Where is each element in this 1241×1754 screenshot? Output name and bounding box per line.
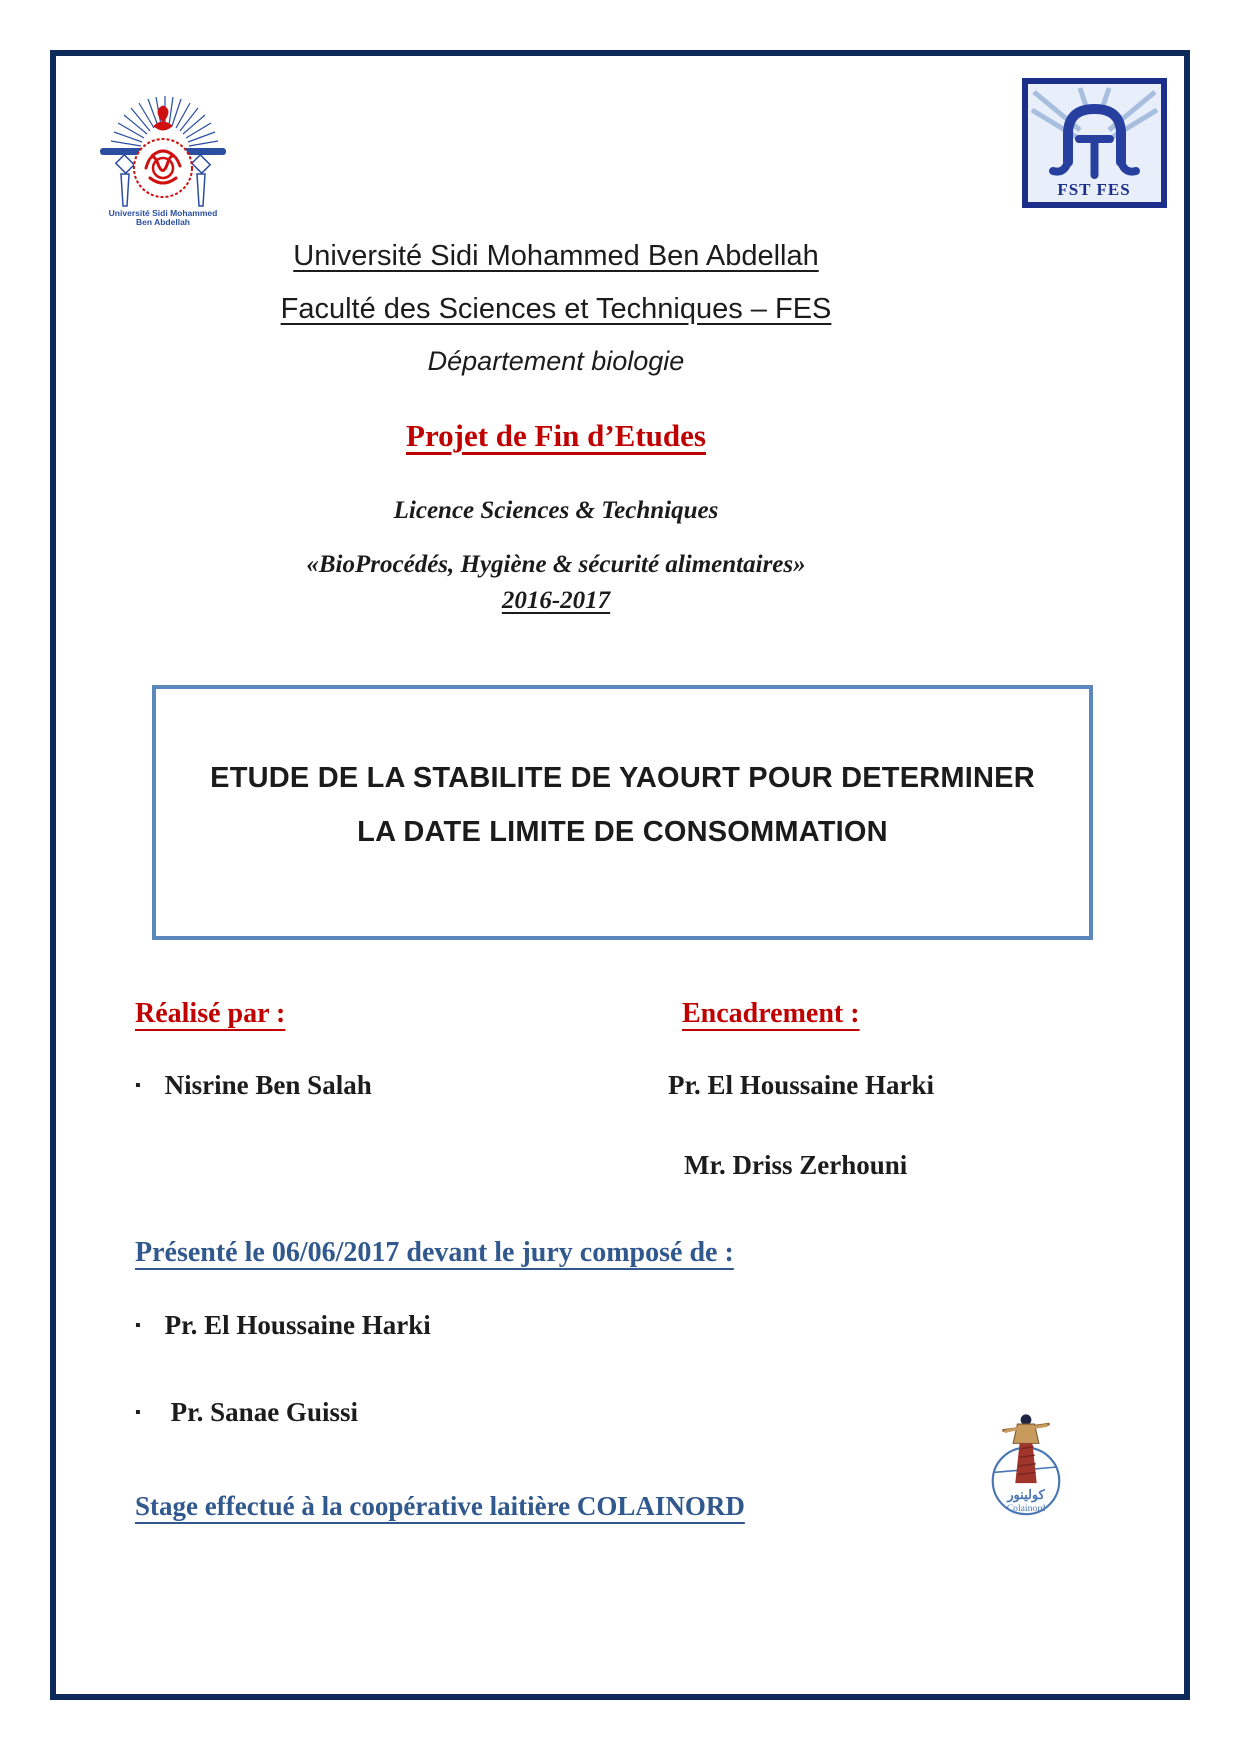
jury-member-2: Pr. Sanae Guissi xyxy=(170,1397,358,1427)
supervisor-name-2: Mr. Driss Zerhouni xyxy=(684,1150,908,1180)
fst-fes-label: FST FES xyxy=(1057,180,1131,199)
fst-fes-logo xyxy=(1022,78,1167,208)
jury-member-1: Pr. El Houssaine Harki xyxy=(164,1310,431,1340)
usmba-caption-line1: Université Sidi Mohammed xyxy=(108,208,218,218)
header-university: Université Sidi Mohammed Ben Abdellah xyxy=(293,240,819,272)
usmba-caption-line2: Ben Abdellah xyxy=(136,217,190,227)
jury-member-row xyxy=(135,1310,431,1341)
header-department: Département biologie xyxy=(427,346,685,376)
thesis-title-box xyxy=(152,685,1093,940)
encadrement-heading: Encadrement : xyxy=(682,998,860,1029)
usmba-medallion xyxy=(134,106,192,197)
bullet-icon: ▪ xyxy=(135,1077,141,1094)
project-speciality: «BioProcédés, Hygiène & sécurité alimentaires» xyxy=(306,551,806,578)
project-degree: Licence Sciences & Techniques xyxy=(393,497,719,524)
usmba-logo xyxy=(88,80,238,228)
colainord-logo xyxy=(972,1408,1080,1526)
student-row xyxy=(135,1070,372,1101)
project-year: 2016-2017 xyxy=(501,587,611,614)
colainord-label: Colainord xyxy=(1006,1502,1046,1514)
student-name: Nisrine Ben Salah xyxy=(164,1070,372,1100)
thesis-title-line2: LA DATE LIMITE DE CONSOMMATION xyxy=(357,816,888,848)
realise-par-heading: Réalisé par : xyxy=(135,998,286,1029)
colainord-arabic-label: كولينور xyxy=(1007,1487,1045,1503)
supervisor-name-1: Pr. El Houssaine Harki xyxy=(668,1070,935,1100)
internship-heading: Stage effectué à la coopérative laitière COLAINORD xyxy=(135,1491,745,1521)
jury-heading: Présenté le 06/06/2017 devant le jury composé de : xyxy=(135,1237,734,1268)
jury-member-row xyxy=(135,1397,358,1428)
bullet-icon: ▪ xyxy=(135,1317,141,1334)
header-faculty: Faculté des Sciences et Techniques – FES xyxy=(280,293,832,325)
thesis-title-line1: ETUDE DE LA STABILITE DE YAOURT POUR DETERMINER xyxy=(210,762,1035,794)
bullet-icon: ▪ xyxy=(135,1404,141,1421)
project-title: Projet de Fin d’Etudes xyxy=(406,418,706,453)
